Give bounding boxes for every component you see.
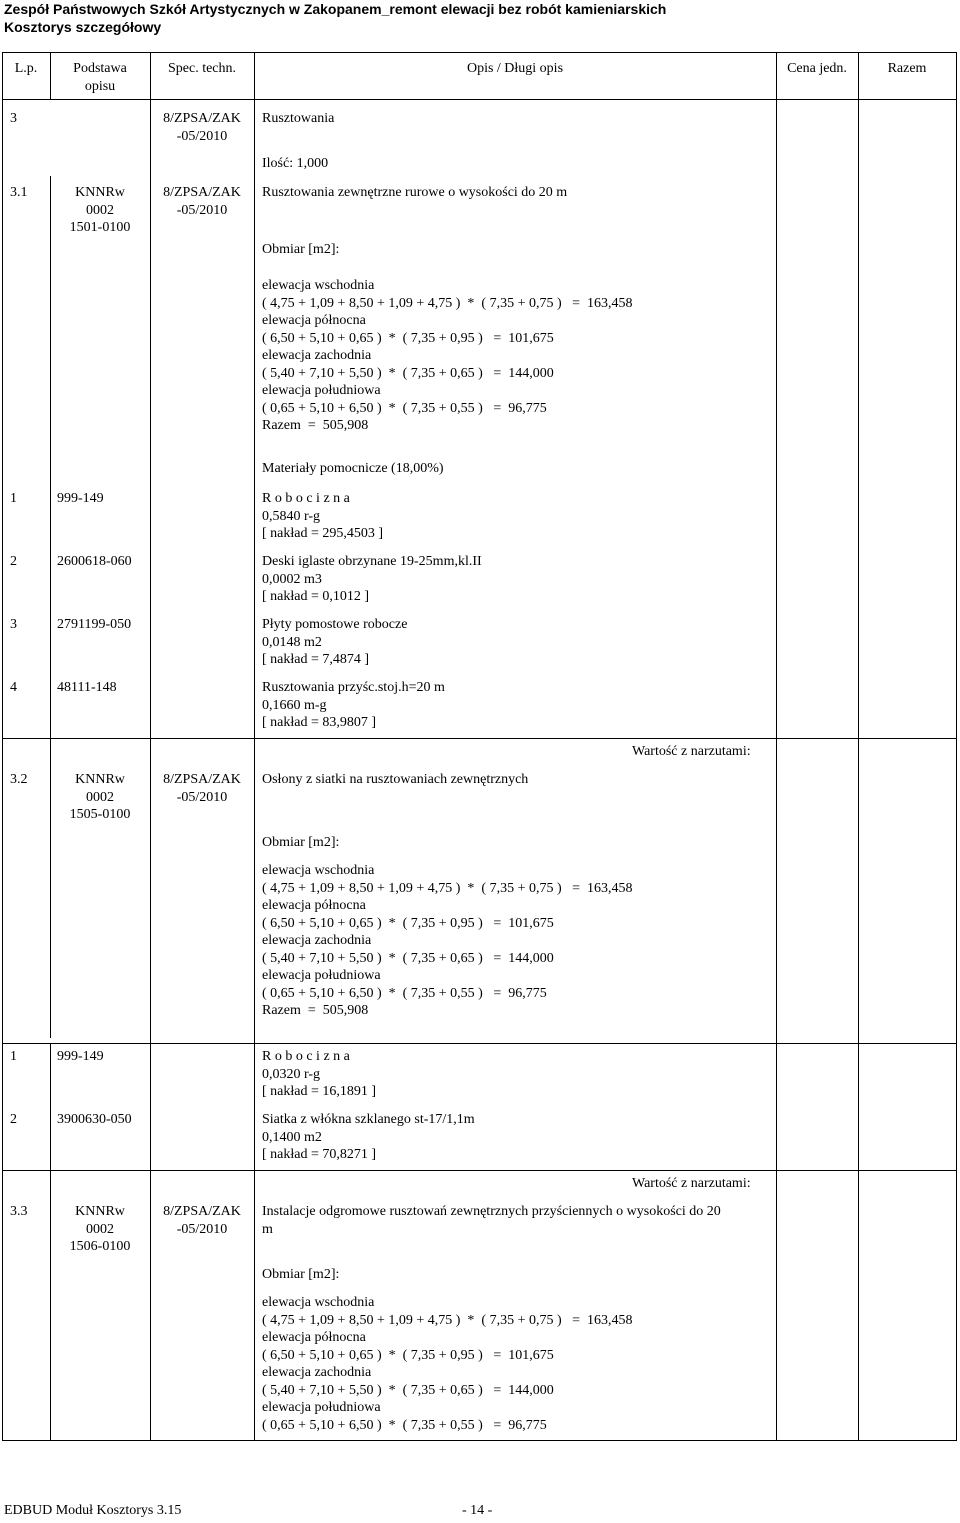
section-title: Rusztowania [262,111,335,126]
measurement-total: Razem = 505,908 [262,1003,369,1018]
wartosc-label: Wartość z narzutami: [632,1176,751,1191]
resource-qty: 0,1400 m2 [262,1129,322,1145]
measurement-line: elewacja południowa [262,1400,381,1415]
measurement-line: elewacja wschodnia [262,1295,375,1310]
section-spec [150,110,254,145]
item-code-line3: 1505-0100 [69,807,131,822]
measurement-line: ( 6,50 + 5,10 + 0,65 ) * ( 7,35 + 0,95 ) = 101,675 [262,915,554,931]
col-podstawa-line1: Podstawa [73,61,127,76]
item-spec-line1: 8/ZPSA/ZAK [163,772,241,787]
item-code-line1: KNNRw [75,185,125,200]
resource-naklad: [ nakład = 70,8271 ] [262,1147,377,1162]
item-code [50,184,150,237]
section-lp: 3 [10,111,17,126]
resource-number: 4 [10,680,17,695]
measurement-lines [262,1294,633,1434]
item-code [50,1203,150,1256]
section-quantity: Ilość: 1,000 [262,156,329,171]
measurement-line: elewacja wschodnia [262,278,375,293]
resource-number: 2 [10,1112,17,1127]
item-code-line2: 0002 [86,789,114,805]
measurement-line: elewacja południowa [262,383,381,398]
resource-number: 3 [10,617,17,632]
col-opis: Opis / Długi opis [466,61,564,76]
measurement-line: ( 0,65 + 5,10 + 6,50 ) * ( 7,35 + 0,55 ) = 96,775 [262,985,547,1001]
resource-naklad: [ nakład = 295,4503 ] [262,526,384,541]
resource-qty: 0,0148 m2 [262,634,322,650]
item-code-line3: 1501-0100 [69,220,131,235]
item-code-line1: KNNRw [75,772,125,787]
item-code-line2: 0002 [86,1221,114,1237]
section-spec-line1: 8/ZPSA/ZAK [163,111,241,126]
item-title-line1: Instalacje odgromowe rusztowań zewnętrznych przyściennych o wysokości do 20 [262,1204,721,1219]
item-title-line2: m [262,1221,273,1237]
measurement-line: elewacja północna [262,898,366,913]
resource-name: Deski iglaste obrzynane 19-25mm,kl.II [262,554,482,569]
item-spec-line2: -05/2010 [176,1221,228,1237]
item-title: Rusztowania zewnętrzne rurowe o wysokości do 20 m [262,185,568,200]
measurement-line: elewacja północna [262,1330,366,1345]
resource-desc [262,679,445,732]
item-spec-line2: -05/2010 [176,202,228,218]
resource-code: 2600618-060 [57,554,132,569]
wartosc-label: Wartość z narzutami: [632,744,751,759]
resource-number: 1 [10,1049,17,1064]
resource-desc [262,490,383,543]
measurement-line: ( 5,40 + 7,10 + 5,50 ) * ( 7,35 + 0,65 ) = 144,000 [262,365,554,381]
measurement-line: ( 4,75 + 1,09 + 8,50 + 1,09 + 4,75 ) * ( 7,35 + 0,75 ) = 163,458 [262,880,633,896]
resource-naklad: [ nakład = 7,4874 ] [262,652,370,667]
resource-naklad: [ nakład = 83,9807 ] [262,715,377,730]
col-podstawa-line2: opisu [84,78,116,94]
measurement-line: ( 0,65 + 5,10 + 6,50 ) * ( 7,35 + 0,55 ) = 96,775 [262,1417,547,1433]
measurement-line: elewacja północna [262,313,366,328]
measurement-line: ( 6,50 + 5,10 + 0,65 ) * ( 7,35 + 0,95 ) = 101,675 [262,330,554,346]
resource-naklad: [ nakład = 0,1012 ] [262,589,370,604]
col-razem: Razem [887,61,927,76]
section-spec-line2: -05/2010 [176,128,228,144]
resource-name: Rusztowania przyśc.stoj.h=20 m [262,680,445,695]
item-lp: 3.3 [10,1204,28,1219]
item-spec [150,771,254,806]
item-obmiar: Obmiar [m2]: [262,1267,340,1282]
resource-desc [262,1111,475,1164]
item-spec [150,1203,254,1238]
measurement-line: elewacja południowa [262,968,381,983]
footer-page-number: - 14 - [462,1503,493,1518]
footer-program: EDBUD Moduł Kosztorys 3.15 [4,1503,182,1518]
resource-qty: 0,0002 m3 [262,571,322,587]
item-code [50,771,150,824]
document-header [4,0,666,36]
measurement-line: ( 5,40 + 7,10 + 5,50 ) * ( 7,35 + 0,65 ) = 144,000 [262,1382,554,1398]
item-obmiar: Obmiar [m2]: [262,242,340,257]
measurement-line: ( 4,75 + 1,09 + 8,50 + 1,09 + 4,75 ) * ( 7,35 + 0,75 ) = 163,458 [262,1312,633,1328]
item-title [262,1203,721,1238]
resource-qty: 0,0320 r-g [262,1066,321,1082]
resource-code: 999-149 [57,1049,104,1064]
item-code-line2: 0002 [86,202,114,218]
resource-name: Płyty pomostowe robocze [262,617,408,632]
item-spec [150,184,254,219]
resource-name: R o b o c i z n a [262,491,350,506]
measurement-line: ( 5,40 + 7,10 + 5,50 ) * ( 7,35 + 0,65 ) = 144,000 [262,950,554,966]
resource-number: 1 [10,491,17,506]
measurement-line: ( 0,65 + 5,10 + 6,50 ) * ( 7,35 + 0,55 ) = 96,775 [262,400,547,416]
resource-qty: 0,1660 m-g [262,697,327,713]
resource-desc [262,616,407,669]
resource-desc [262,553,482,606]
resource-number: 2 [10,554,17,569]
resource-code: 3900630-050 [57,1112,132,1127]
item-title: Osłony z siatki na rusztowaniach zewnętrznych [262,772,529,787]
measurement-line: elewacja zachodnia [262,1365,372,1380]
measurement-line: ( 4,75 + 1,09 + 8,50 + 1,09 + 4,75 ) * ( 7,35 + 0,75 ) = 163,458 [262,295,633,311]
measurement-total: Razem = 505,908 [262,418,369,433]
resource-name: Siatka z włókna szklanego st-17/1,1m [262,1112,475,1127]
measurement-line: elewacja zachodnia [262,933,372,948]
measurement-lines [262,862,633,1020]
item-lp: 3.1 [10,185,28,200]
col-spec: Spec. techn. [167,61,237,76]
measurement-line: elewacja zachodnia [262,348,372,363]
resource-name: R o b o c i z n a [262,1049,350,1064]
item-obmiar: Obmiar [m2]: [262,835,340,850]
resource-code: 48111-148 [57,680,117,695]
item-code-line3: 1506-0100 [69,1239,131,1254]
item-spec-line1: 8/ZPSA/ZAK [163,185,241,200]
document-subtitle: Kosztorys szczegółowy [4,19,162,35]
col-podstawa [50,60,150,95]
resource-qty: 0,5840 r-g [262,508,321,524]
item-code-line1: KNNRw [75,1204,125,1219]
resource-desc [262,1048,376,1101]
document-title: Zespół Państwowych Szkół Artystycznych w Zakopanem_remont elewacji bez robót kamieniarskich [4,1,667,17]
measurement-line: elewacja wschodnia [262,863,375,878]
item-lp: 3.2 [10,772,28,787]
resource-code: 999-149 [57,491,104,506]
resource-code: 2791199-050 [57,617,132,632]
item-spec-line1: 8/ZPSA/ZAK [163,1204,241,1219]
measurement-line: ( 6,50 + 5,10 + 0,65 ) * ( 7,35 + 0,95 ) = 101,675 [262,1347,554,1363]
measurement-lines [262,277,633,435]
col-lp: L.p. [14,61,38,76]
item-spec-line2: -05/2010 [176,789,228,805]
col-cena: Cena jedn. [787,61,847,76]
aux-materials: Materiały pomocnicze (18,00%) [262,461,444,476]
resource-naklad: [ nakład = 16,1891 ] [262,1084,377,1099]
